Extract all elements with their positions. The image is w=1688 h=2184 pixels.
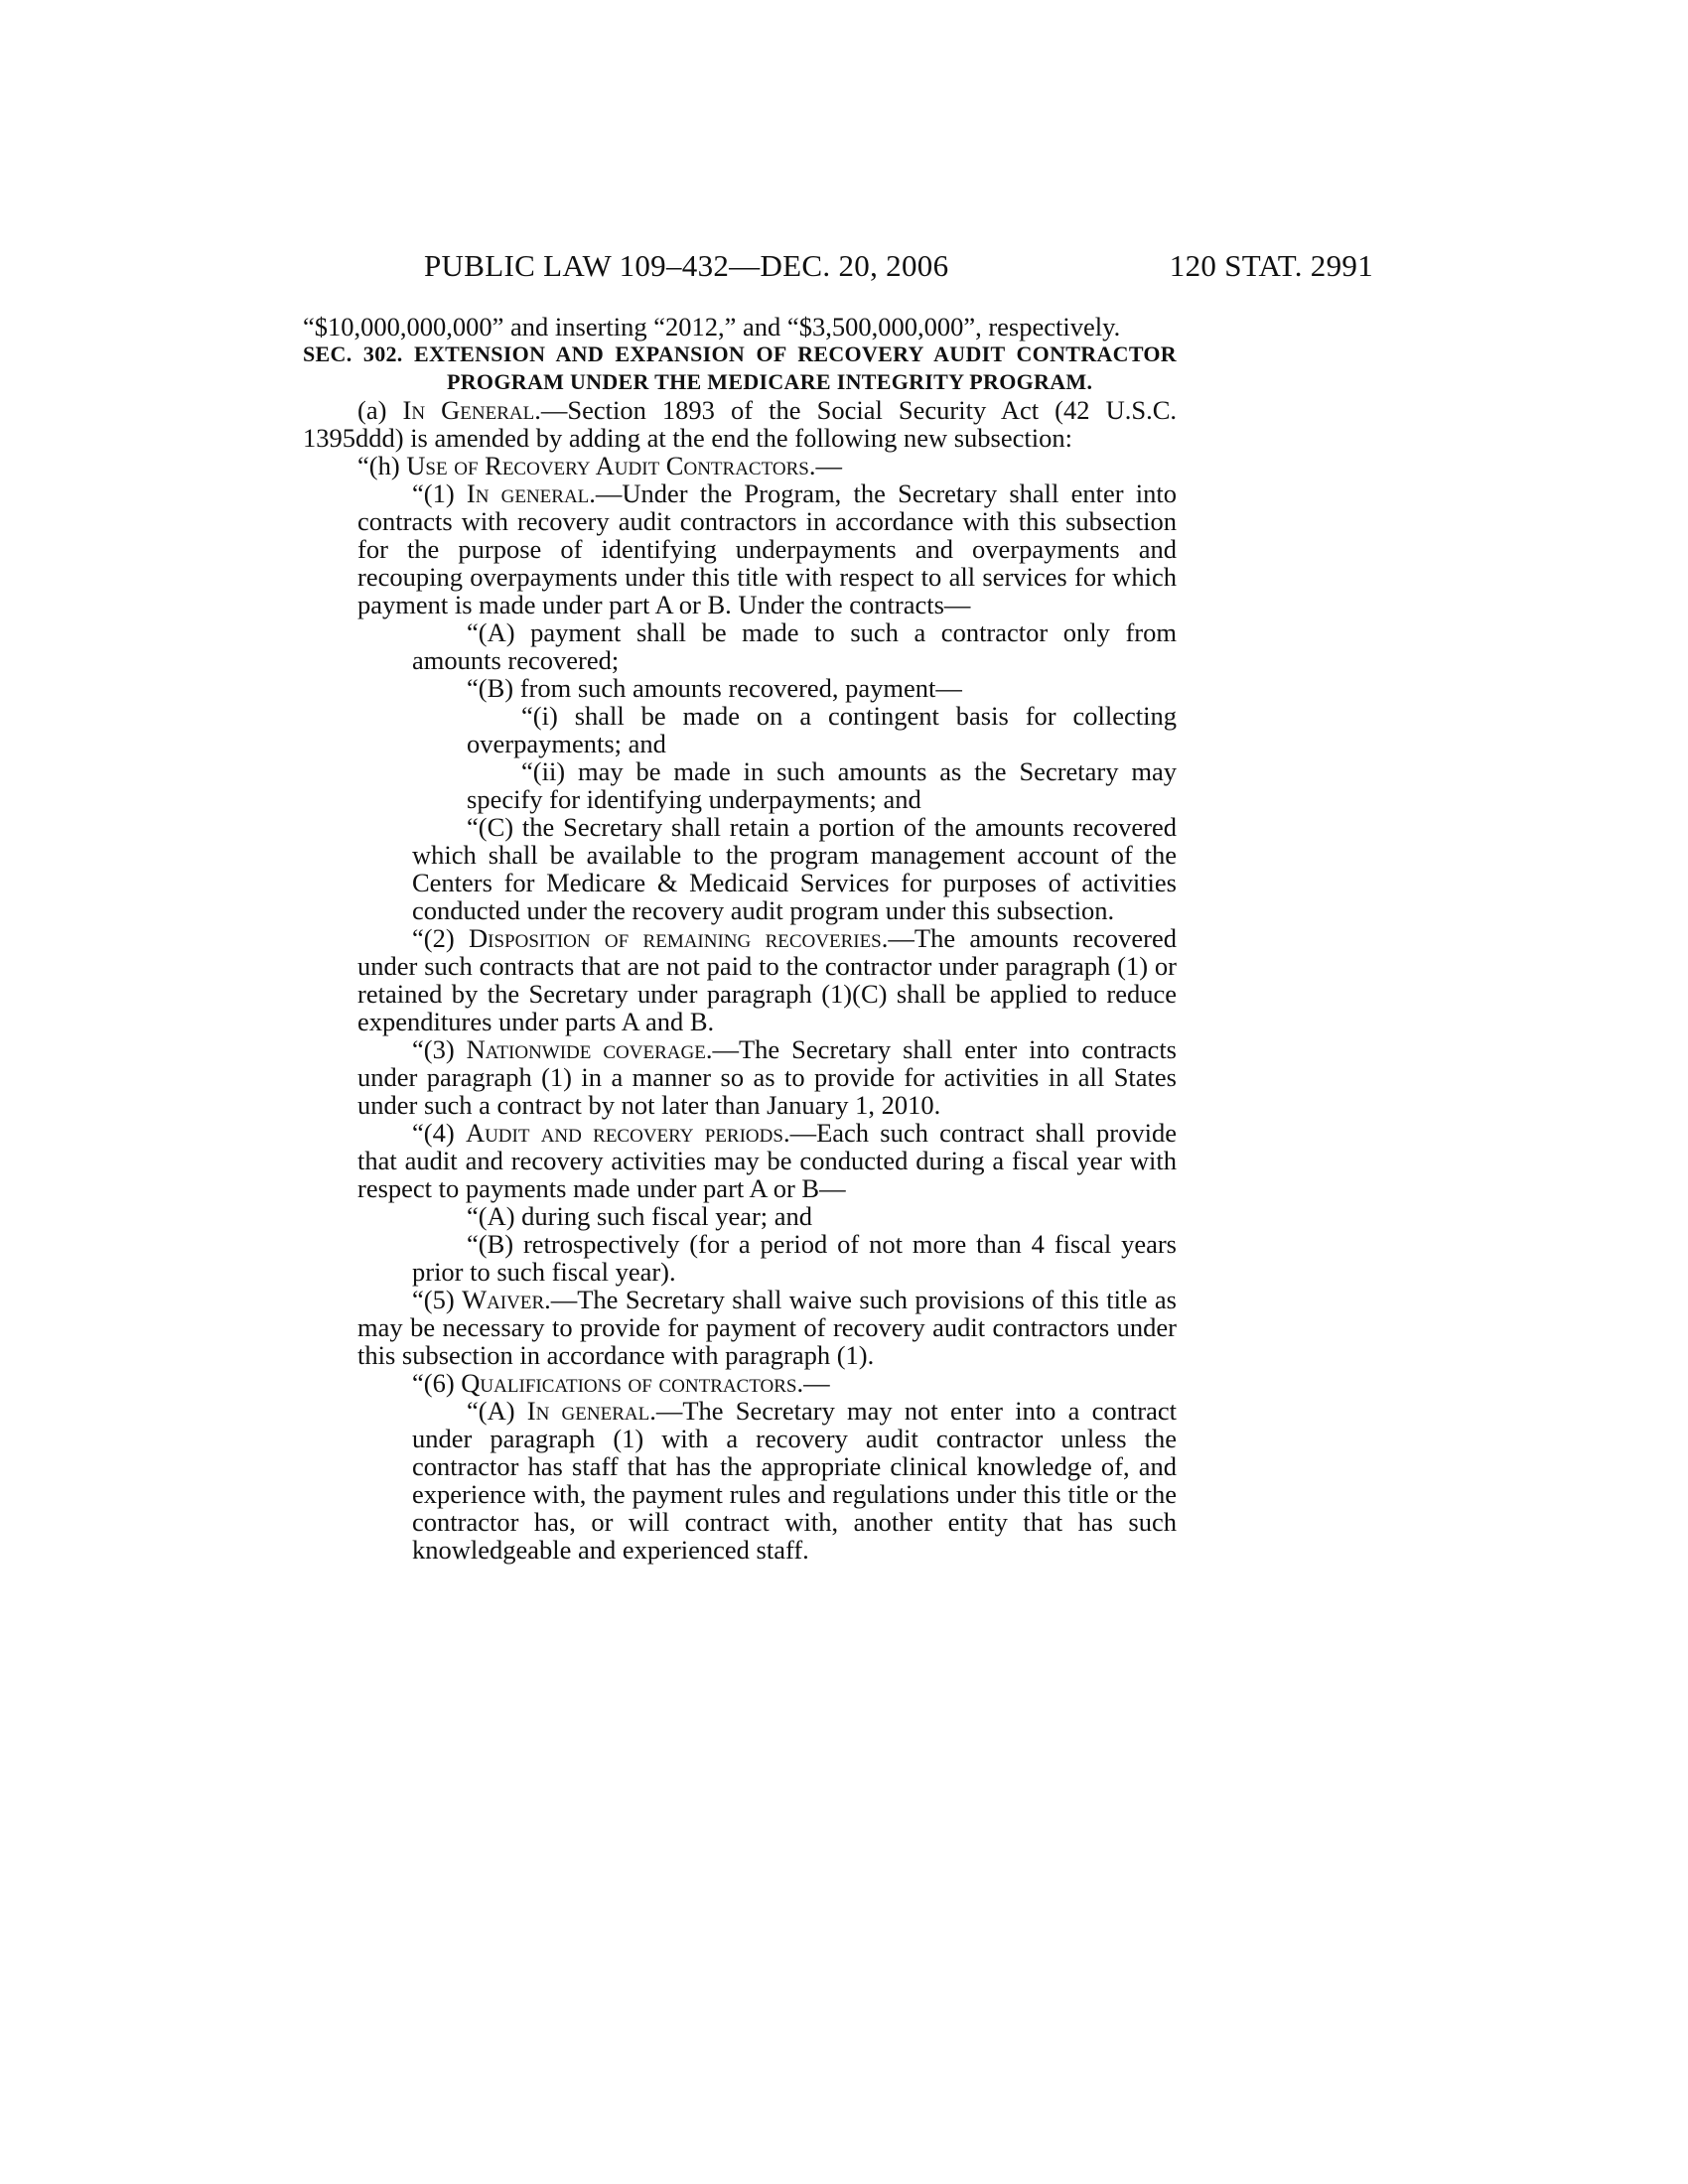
subsection-a: (a) In General.—Section 1893 of the Social Security Act (42 U.S.C. 1395ddd) is amended by adding at the end the following new subsection: xyxy=(303,395,1177,453)
paragraph-6-A-caption: In general xyxy=(526,1396,650,1426)
paragraph-1-caption: In general xyxy=(466,478,590,508)
paragraph-5: “(5) Waiver.—The Secretary shall waive such provisions of this title as may be necessary to provide for payment of recovery audit contractors under this subsection in accordance with paragraph (1). xyxy=(357,1285,1177,1370)
paragraph-1: “(1) In general.—Under the Program, the Secretary shall enter into contracts with recovery audit contractors in accordance with this subsection for the purpose of identifying underpayments and overpayments and recouping overpayments under this title with respect to all services for which payment is made under part A or B. Under the contracts— xyxy=(357,478,1177,619)
paragraph-4-B: “(B) retrospectively (for a period of not more than 4 fiscal years prior to such fiscal year). xyxy=(412,1229,1177,1287)
stat-folio: 120 STAT. 2991 xyxy=(1169,248,1373,283)
paragraph-2-caption: Disposition of remaining recoveries xyxy=(469,923,882,953)
paragraph-1-B-i: “(i) shall be made on a contingent basis for collecting overpayments; and xyxy=(467,701,1177,758)
paragraph-1-C: “(C) the Secretary shall retain a portion of the amounts recovered which shall be available to the program management account of the Centers for Medicare & Medicaid Services for purposes of activities conducted under the recovery audit program under this subsection. xyxy=(412,812,1177,925)
paragraph-1-B-ii: “(ii) may be made in such amounts as the Secretary may specify for identifying underpayments; and xyxy=(467,756,1177,814)
page-body xyxy=(303,313,1177,1564)
subsection-h: “(h) Use of Recovery Audit Contractors.— xyxy=(357,451,842,480)
paragraph-5-caption: Waiver xyxy=(462,1285,545,1314)
paragraph-6: “(6) Qualifications of contractors.— xyxy=(412,1368,830,1398)
paragraph-6-A: “(A) In general.—The Secretary may not enter into a contract under paragraph (1) with a recovery audit contractor unless the contractor has staff that has the appropriate clinical knowledge of, and experience with, the payment rules and regulations under this title or the contractor has, or will contract with, another entity that has such knowledgeable and experienced staff. xyxy=(412,1396,1177,1565)
running-head: PUBLIC LAW 109–432—DEC. 20, 2006 xyxy=(424,248,949,283)
paragraph-2: “(2) Disposition of remaining recoveries.—The amounts recovered under such contracts that are not paid to the contractor under paragraph (1) or retained by the Secretary under paragraph (1)(C) shall be applied to reduce expenditures under parts A and B. xyxy=(357,923,1177,1036)
paragraph-4-A: “(A) during such fiscal year; and xyxy=(467,1201,813,1231)
paragraph-3-caption: Nationwide coverage xyxy=(466,1034,706,1064)
subsection-a-caption: In General xyxy=(402,395,535,425)
page-header xyxy=(424,248,1373,288)
continued-text: “$10,000,000,000” and inserting “2012,” and “$3,500,000,000”, respectively. xyxy=(303,312,1121,341)
section-heading: SEC. 302. EXTENSION AND EXPANSION OF RECOVERY AUDIT CONTRACTOR PROGRAM UNDER THE MEDICARE INTEGRITY PROGRAM. xyxy=(303,341,1177,394)
paragraph-4: “(4) Audit and recovery periods.—Each such contract shall provide that audit and recovery activities may be conducted during a fiscal year with respect to payments made under part A or B— xyxy=(357,1118,1177,1203)
paragraph-1-B: “(B) from such amounts recovered, payment— xyxy=(467,673,962,703)
paragraph-6-caption: Qualifications of contractors xyxy=(461,1368,797,1398)
paragraph-3: “(3) Nationwide coverage.—The Secretary shall enter into contracts under paragraph (1) in a manner so as to provide for activities in all States under such a contract by not later than January 1, 2010. xyxy=(357,1034,1177,1120)
subsection-h-caption: Use of Recovery Audit Contractors xyxy=(406,451,809,480)
paragraph-1-A: “(A) payment shall be made to such a contractor only from amounts recovered; xyxy=(412,617,1177,675)
paragraph-4-caption: Audit and recovery periods xyxy=(465,1118,783,1148)
